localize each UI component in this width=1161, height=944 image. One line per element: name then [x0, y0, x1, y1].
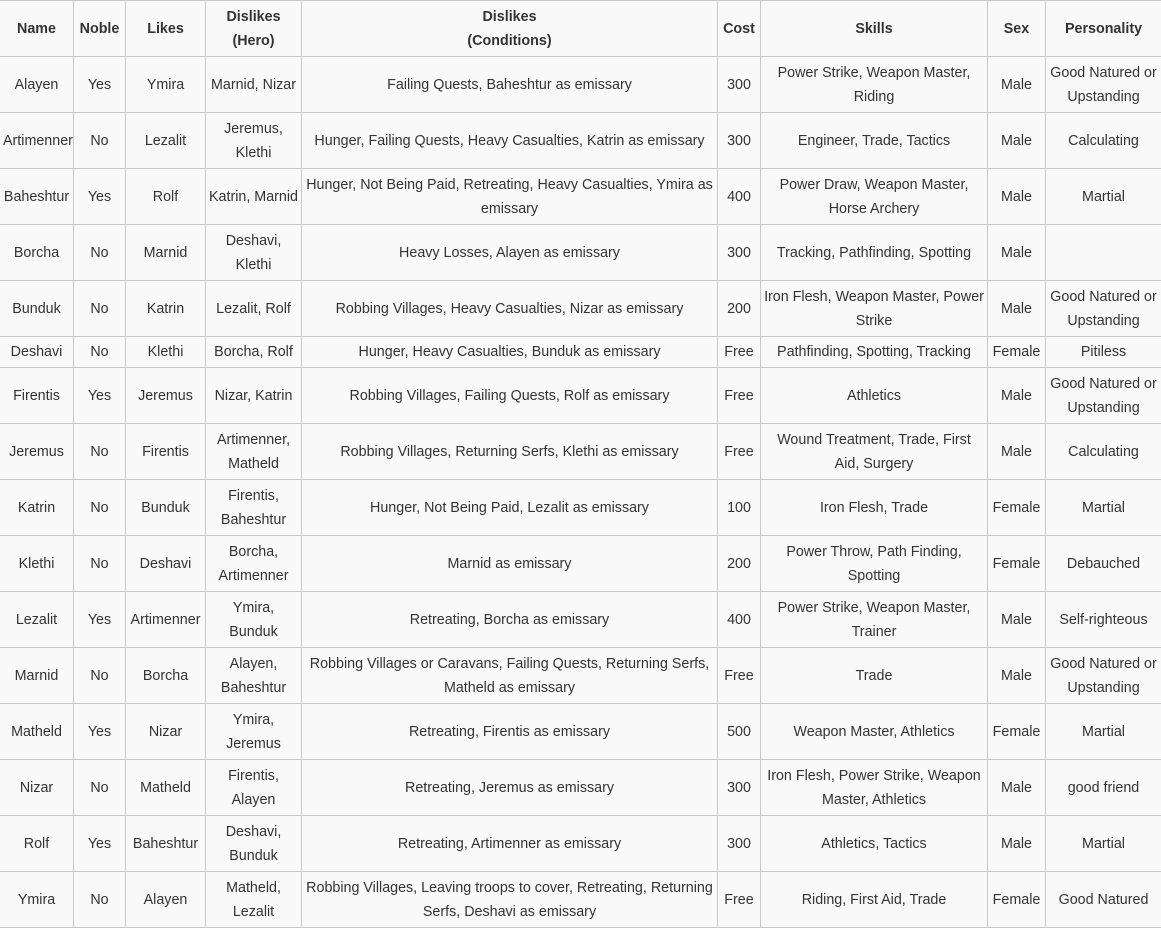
table-row	[0, 424, 1161, 480]
cell-skills: Riding, First Aid, Trade	[761, 872, 988, 928]
cell-cost: Free	[718, 648, 761, 704]
cell-skills: Trade	[761, 648, 988, 704]
cell-name: Baheshtur	[0, 169, 74, 225]
cell-dislikes-conditions: Marnid as emissary	[302, 536, 718, 592]
cell-dislikes-conditions: Robbing Villages, Leaving troops to cover, Retreating, Returning Serfs, Deshavi as emissary	[302, 872, 718, 928]
cell-personality: Martial	[1046, 816, 1161, 872]
cell-likes: Klethi	[126, 337, 206, 368]
table-row	[0, 113, 1161, 169]
cell-sex: Male	[988, 592, 1046, 648]
cell-sex: Male	[988, 225, 1046, 281]
cell-name: Alayen	[0, 57, 74, 113]
cell-sex: Male	[988, 648, 1046, 704]
cell-sex: Male	[988, 368, 1046, 424]
cell-dislikes-hero: Nizar, Katrin	[206, 368, 302, 424]
cell-cost: 300	[718, 113, 761, 169]
cell-personality: Good Natured or Upstanding	[1046, 648, 1161, 704]
cell-noble: No	[74, 225, 126, 281]
cell-dislikes-conditions: Robbing Villages, Failing Quests, Rolf as emissary	[302, 368, 718, 424]
cell-noble: Yes	[74, 592, 126, 648]
cell-personality: Martial	[1046, 169, 1161, 225]
cell-cost: Free	[718, 424, 761, 480]
cell-likes: Matheld	[126, 760, 206, 816]
cell-name: Firentis	[0, 368, 74, 424]
cell-skills: Engineer, Trade, Tactics	[761, 113, 988, 169]
cell-likes: Rolf	[126, 169, 206, 225]
table-row	[0, 592, 1161, 648]
header-dislikes-hero-line2: (Hero)	[232, 32, 275, 49]
cell-noble: No	[74, 480, 126, 536]
cell-sex: Male	[988, 760, 1046, 816]
header-row	[0, 1, 1161, 57]
cell-name: Matheld	[0, 704, 74, 760]
header-sex: Sex	[988, 1, 1046, 57]
table-row	[0, 760, 1161, 816]
cell-sex: Male	[988, 424, 1046, 480]
cell-name: Marnid	[0, 648, 74, 704]
cell-dislikes-hero: Borcha, Rolf	[206, 337, 302, 368]
cell-likes: Deshavi	[126, 536, 206, 592]
cell-cost: 300	[718, 57, 761, 113]
cell-noble: Yes	[74, 169, 126, 225]
cell-name: Jeremus	[0, 424, 74, 480]
cell-dislikes-conditions: Retreating, Jeremus as emissary	[302, 760, 718, 816]
header-dislikes-hero-line1: Dislikes	[226, 8, 281, 25]
header-name: Name	[0, 1, 74, 57]
cell-personality: Pitiless	[1046, 337, 1161, 368]
cell-dislikes-conditions: Retreating, Firentis as emissary	[302, 704, 718, 760]
table-row	[0, 816, 1161, 872]
cell-skills: Power Strike, Weapon Master, Riding	[761, 57, 988, 113]
cell-name: Artimenner	[0, 113, 74, 169]
header-likes: Likes	[126, 1, 206, 57]
cell-skills: Power Strike, Weapon Master, Trainer	[761, 592, 988, 648]
cell-cost: Free	[718, 872, 761, 928]
cell-personality: Debauched	[1046, 536, 1161, 592]
cell-dislikes-hero: Firentis, Alayen	[206, 760, 302, 816]
cell-sex: Female	[988, 872, 1046, 928]
cell-dislikes-conditions: Heavy Losses, Alayen as emissary	[302, 225, 718, 281]
cell-personality: Good Natured	[1046, 872, 1161, 928]
cell-dislikes-hero: Ymira, Bunduk	[206, 592, 302, 648]
cell-likes: Lezalit	[126, 113, 206, 169]
cell-likes: Bunduk	[126, 480, 206, 536]
cell-likes: Baheshtur	[126, 816, 206, 872]
cell-personality: Good Natured or Upstanding	[1046, 57, 1161, 113]
header-personality: Personality	[1046, 1, 1161, 57]
cell-personality: Calculating	[1046, 113, 1161, 169]
cell-dislikes-hero: Borcha, Artimenner	[206, 536, 302, 592]
cell-dislikes-conditions: Retreating, Artimenner as emissary	[302, 816, 718, 872]
header-dislikes-conditions-line2: (Conditions)	[467, 32, 552, 49]
header-skills: Skills	[761, 1, 988, 57]
cell-cost: Free	[718, 368, 761, 424]
cell-noble: No	[74, 648, 126, 704]
cell-personality: Good Natured or Upstanding	[1046, 368, 1161, 424]
cell-dislikes-conditions: Robbing Villages, Heavy Casualties, Nizar as emissary	[302, 281, 718, 337]
cell-skills: Athletics	[761, 368, 988, 424]
cell-sex: Male	[988, 816, 1046, 872]
cell-dislikes-hero: Alayen, Baheshtur	[206, 648, 302, 704]
cell-noble: Yes	[74, 368, 126, 424]
cell-cost: 200	[718, 536, 761, 592]
table-row	[0, 337, 1161, 368]
cell-sex: Male	[988, 281, 1046, 337]
cell-dislikes-conditions: Retreating, Borcha as emissary	[302, 592, 718, 648]
cell-personality: Good Natured or Upstanding	[1046, 281, 1161, 337]
cell-name: Rolf	[0, 816, 74, 872]
cell-personality	[1046, 225, 1161, 281]
header-dislikes-conditions	[302, 1, 718, 57]
cell-name: Klethi	[0, 536, 74, 592]
cell-name: Ymira	[0, 872, 74, 928]
cell-skills: Power Draw, Weapon Master, Horse Archery	[761, 169, 988, 225]
header-dislikes-conditions-line1: Dislikes	[482, 8, 537, 25]
cell-sex: Female	[988, 480, 1046, 536]
cell-skills: Athletics, Tactics	[761, 816, 988, 872]
cell-personality: Self-righteous	[1046, 592, 1161, 648]
cell-dislikes-conditions: Hunger, Not Being Paid, Lezalit as emissary	[302, 480, 718, 536]
cell-personality: good friend	[1046, 760, 1161, 816]
cell-sex: Male	[988, 113, 1046, 169]
table-row	[0, 648, 1161, 704]
cell-dislikes-conditions: Hunger, Failing Quests, Heavy Casualties, Katrin as emissary	[302, 113, 718, 169]
cell-likes: Firentis	[126, 424, 206, 480]
cell-dislikes-conditions: Hunger, Heavy Casualties, Bunduk as emissary	[302, 337, 718, 368]
cell-skills: Iron Flesh, Trade	[761, 480, 988, 536]
cell-noble: Yes	[74, 816, 126, 872]
cell-cost: 300	[718, 225, 761, 281]
table-row	[0, 872, 1161, 928]
table-row	[0, 536, 1161, 592]
cell-sex: Female	[988, 337, 1046, 368]
cell-skills: Pathfinding, Spotting, Tracking	[761, 337, 988, 368]
cell-noble: No	[74, 337, 126, 368]
table-row	[0, 57, 1161, 113]
table-row	[0, 480, 1161, 536]
cell-name: Katrin	[0, 480, 74, 536]
cell-dislikes-hero: Lezalit, Rolf	[206, 281, 302, 337]
cell-dislikes-conditions: Hunger, Not Being Paid, Retreating, Heavy Casualties, Ymira as emissary	[302, 169, 718, 225]
cell-personality: Calculating	[1046, 424, 1161, 480]
cell-dislikes-hero: Katrin, Marnid	[206, 169, 302, 225]
cell-skills: Iron Flesh, Weapon Master, Power Strike	[761, 281, 988, 337]
table-row	[0, 225, 1161, 281]
cell-likes: Katrin	[126, 281, 206, 337]
cell-dislikes-hero: Jeremus, Klethi	[206, 113, 302, 169]
cell-dislikes-hero: Deshavi, Klethi	[206, 225, 302, 281]
table-row	[0, 368, 1161, 424]
cell-likes: Nizar	[126, 704, 206, 760]
cell-dislikes-hero: Matheld, Lezalit	[206, 872, 302, 928]
cell-cost: 400	[718, 169, 761, 225]
cell-likes: Ymira	[126, 57, 206, 113]
table-row	[0, 281, 1161, 337]
cell-dislikes-conditions: Robbing Villages, Returning Serfs, Klethi as emissary	[302, 424, 718, 480]
cell-likes: Artimenner	[126, 592, 206, 648]
cell-noble: No	[74, 113, 126, 169]
cell-name: Nizar	[0, 760, 74, 816]
cell-likes: Marnid	[126, 225, 206, 281]
cell-likes: Borcha	[126, 648, 206, 704]
cell-cost: 200	[718, 281, 761, 337]
cell-personality: Martial	[1046, 480, 1161, 536]
cell-dislikes-conditions: Failing Quests, Baheshtur as emissary	[302, 57, 718, 113]
cell-dislikes-hero: Firentis, Baheshtur	[206, 480, 302, 536]
table-row	[0, 704, 1161, 760]
table-row	[0, 169, 1161, 225]
cell-dislikes-hero: Artimenner, Matheld	[206, 424, 302, 480]
cell-skills: Weapon Master, Athletics	[761, 704, 988, 760]
cell-skills: Power Throw, Path Finding, Spotting	[761, 536, 988, 592]
cell-cost: 300	[718, 816, 761, 872]
cell-skills: Iron Flesh, Power Strike, Weapon Master, Athletics	[761, 760, 988, 816]
cell-dislikes-hero: Deshavi, Bunduk	[206, 816, 302, 872]
header-cost: Cost	[718, 1, 761, 57]
cell-noble: Yes	[74, 57, 126, 113]
cell-name: Lezalit	[0, 592, 74, 648]
cell-name: Borcha	[0, 225, 74, 281]
cell-personality: Martial	[1046, 704, 1161, 760]
cell-skills: Tracking, Pathfinding, Spotting	[761, 225, 988, 281]
cell-sex: Male	[988, 169, 1046, 225]
cell-likes: Alayen	[126, 872, 206, 928]
cell-dislikes-hero: Marnid, Nizar	[206, 57, 302, 113]
cell-cost: Free	[718, 337, 761, 368]
cell-noble: No	[74, 424, 126, 480]
cell-cost: 500	[718, 704, 761, 760]
header-dislikes-hero	[206, 1, 302, 57]
cell-sex: Male	[988, 57, 1046, 113]
cell-name: Deshavi	[0, 337, 74, 368]
cell-noble: No	[74, 281, 126, 337]
cell-sex: Female	[988, 536, 1046, 592]
cell-noble: Yes	[74, 704, 126, 760]
cell-noble: No	[74, 760, 126, 816]
cell-cost: 100	[718, 480, 761, 536]
header-noble: Noble	[74, 1, 126, 57]
cell-dislikes-hero: Ymira, Jeremus	[206, 704, 302, 760]
cell-cost: 300	[718, 760, 761, 816]
cell-name: Bunduk	[0, 281, 74, 337]
cell-dislikes-conditions: Robbing Villages or Caravans, Failing Quests, Returning Serfs, Matheld as emissary	[302, 648, 718, 704]
cell-likes: Jeremus	[126, 368, 206, 424]
cell-sex: Female	[988, 704, 1046, 760]
cell-noble: No	[74, 872, 126, 928]
cell-noble: No	[74, 536, 126, 592]
cell-cost: 400	[718, 592, 761, 648]
cell-skills: Wound Treatment, Trade, First Aid, Surgery	[761, 424, 988, 480]
